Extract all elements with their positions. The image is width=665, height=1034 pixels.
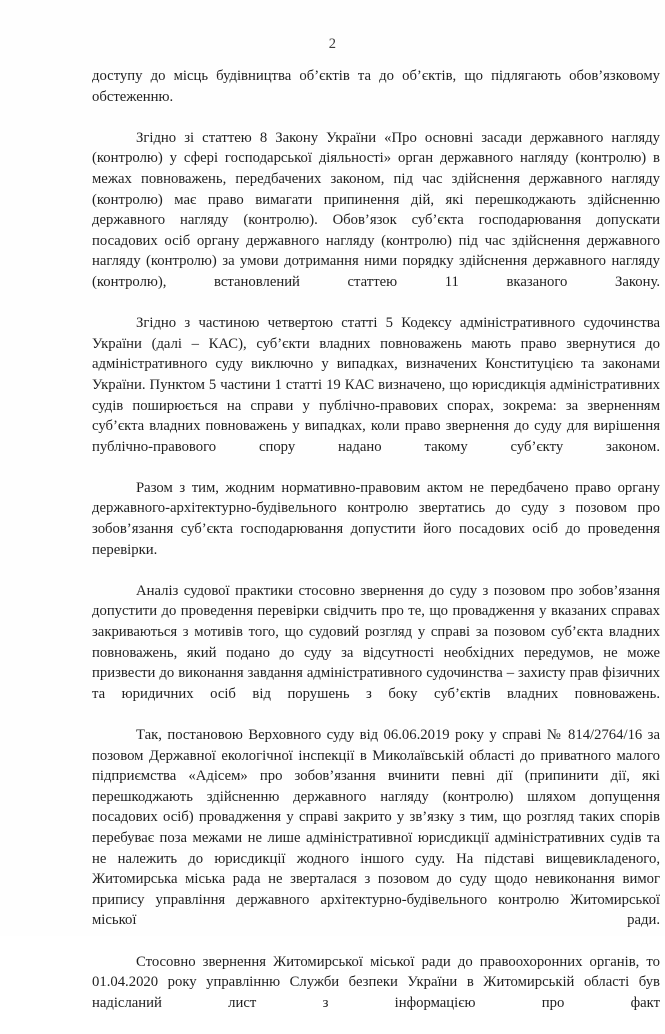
page-number: 2: [328, 36, 337, 52]
paragraph-no-act: Разом з тим, жодним нормативно-правовим актом не передбачено право органу державного-архітектурно-будівельного контролю звертатись до суду з позовом про зобов’язання суб’єкта господарювання допустити його посадових осіб до проведення перевірки.: [92, 479, 660, 558]
paragraph-article-8: Згідно зі статтею 8 Закону України «Про основні засади державного нагляду (контролю) у сфері господарської діяльності» орган державного нагляду (контролю) в межах повноважень, передбачених законом, під час здійснення державного нагляду (контролю) має право вимагати припинення дій, які перешкоджають здійсненню державного нагляду (контролю). Обов’язок суб’єкта господарювання допускати посадових осіб органу державного нагляду (контролю) під час здійснення державного нагляду (контролю) за умови дотримання ними порядку здійснення державного нагляду (контролю), встановлений статтею 11 вказаного Закону.: [92, 129, 660, 290]
paragraph-kas: Згідно з частиною четвертою статті 5 Кодексу адміністративного судочинства України (далі – КАС), суб’єкти владних повноважень мають право звернутися до адміністративного суду виключно у випадках, визначених Конституцією та законами України. Пунктом 5 частини 1 статті 19 КАС визначено, що юрисдикція адміністративних судів поширюється на справи у публічно-правових спорах, зокрема: за зверненням суб’єкта владних повноважень у випадках, коли право звернення до суду для вирішення публічно-правового спору надано такому суб’єкту законом.: [92, 315, 660, 455]
paragraph-access: доступу до місць будівництва об’єктів та до об’єктів, що підлягають обов’язковому обстеженню.: [92, 68, 660, 105]
paragraph-supreme-court: Так, постановою Верховного суду від 06.06.2019 року у справі № 814/2764/16 за позовом Державної екологічної інспекції в Миколаївській області до приватного малого підприємства «Адісем» про зобов’язання вчинити певні дії (припинити дії, які перешкоджають здійсненню державного нагляду (контролю) шляхом допущення посадових осіб) провадження у справі закрито у зв’язку з тим, що розгляд таких спорів перебуває поза межами не лише адміністративної юрисдикції адміністративних судів та не належить до юрисдикції жодного іншого суду. На підставі вищевикладеного, Житомирська міська рада не зверталася з позовом до суду щодо невиконання вимог припису управління державного архітектурно-будівельного контролю Житомирської міської ради.: [92, 727, 660, 929]
paragraph-law-enforcement: Стосовно звернення Житомирської міської ради до правоохоронних органів, то 01.04.2020 року управлінню Служби безпеки України в Житомирській області був надісланий лист з інформацією про факт: [92, 953, 660, 1011]
document-body: [92, 66, 660, 1034]
paragraph-practice: Аналіз судової практики стосовно звернення до суду з позовом про зобов’язання допустити до проведення перевірки свідчить про те, що провадження у вказаних справах закриваються з мотивів того, що судовий розгляд у справі за позовом суб’єкта владних повноважень, який подано до суду за відсутності необхідних передумов, не може призвести до виконання завдання адміністративного судочинства – захисту прав фізичних та юридичних осіб від порушень з боку суб’єктів владних повноважень.: [92, 582, 660, 702]
